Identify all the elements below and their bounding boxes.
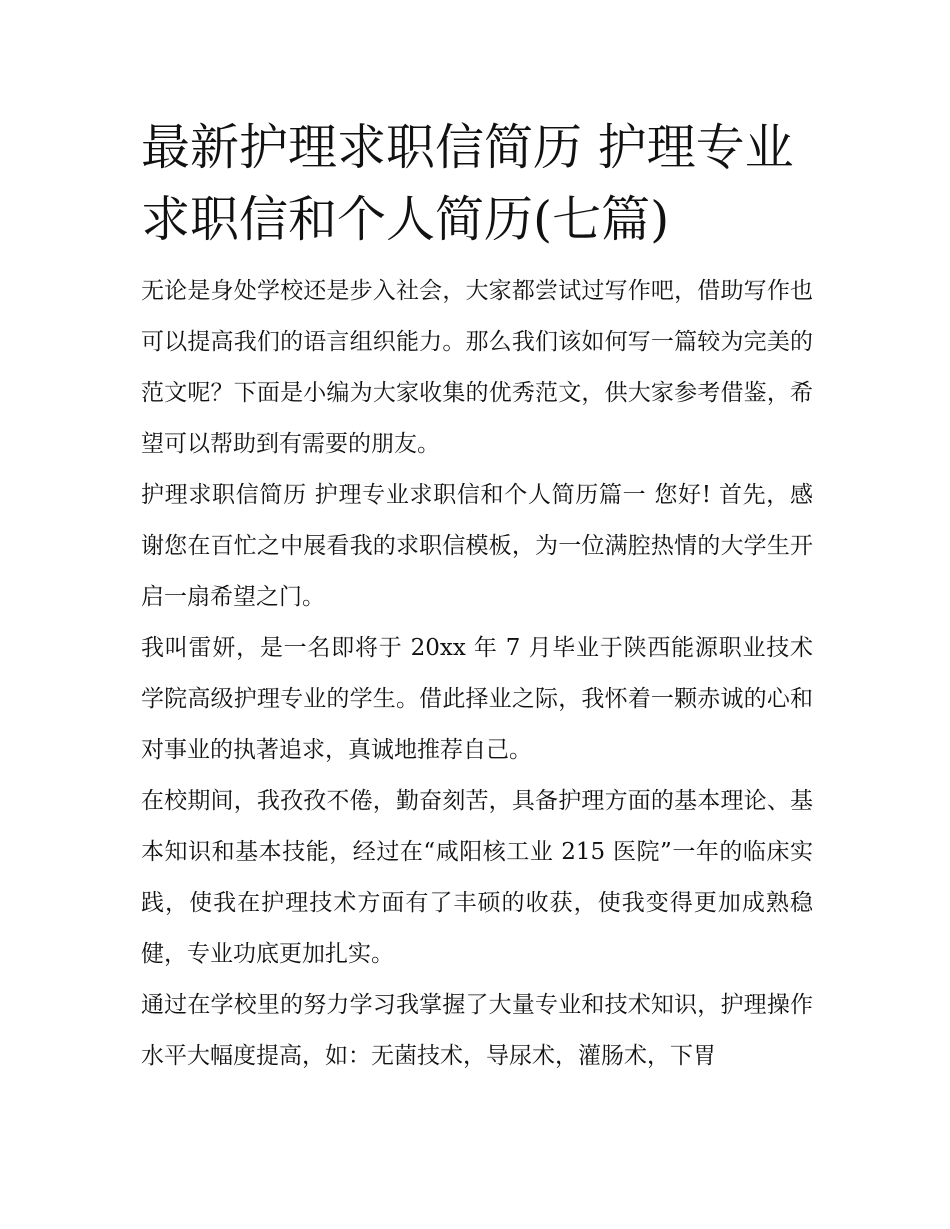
paragraph-school-period: 在校期间，我孜孜不倦，勤奋刻苦，具备护理方面的基本理论、基本知识和基本技能，经过在“咸阳核工业 215 医院”一年的临床实践，使我在护理技术方面有了丰硕的收获，使我变得更加成熟稳健，专业功底更加扎实。	[141, 788, 813, 967]
paragraph-skills: 通过在学校里的努力学习我掌握了大量专业和技术知识，护理操作水平大幅度提高，如：无菌技术，导尿术，灌肠术，下胃	[141, 992, 813, 1069]
paragraph-greeting: 护理求职信简历 护理专业求职信和个人简历篇一 您好! 首先，感谢您在百忙之中展看我的求职信模板，为一位满腔热情的大学生开启一扇希望之门。	[141, 482, 813, 610]
document-title: 最新护理求职信简历 护理专业求职信和个人简历(七篇)	[141, 119, 794, 248]
paragraph-intro: 无论是身处学校还是步入社会，大家都尝试过写作吧，借助写作也可以提高我们的语言组织能力。那么我们该如何写一篇较为完美的范文呢？下面是小编为大家收集的优秀范文，供大家参考借鉴，希望可以帮助到有需要的朋友。	[141, 278, 813, 457]
document-page	[141, 112, 813, 1082]
paragraph-self-intro: 我叫雷妍，是一名即将于 20xx 年 7 月毕业于陕西能源职业技术学院高级护理专业的学生。借此择业之际，我怀着一颗赤诚的心和对事业的执著追求，真诚地推荐自己。	[141, 635, 813, 763]
